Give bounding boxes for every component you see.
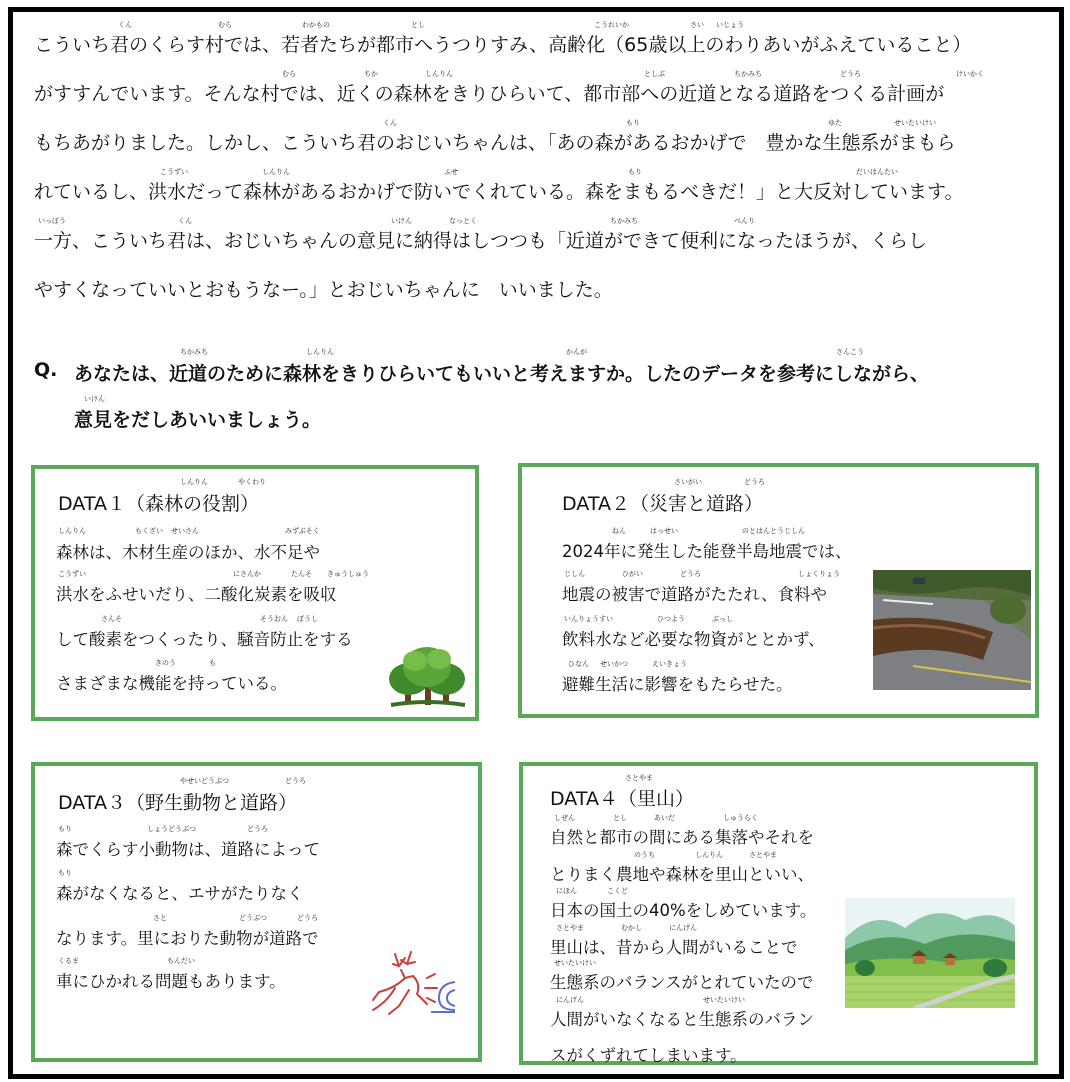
furigana: しんりん <box>306 348 334 356</box>
story-line: 一方、こういち君は、おじいちゃんの意見に納得はしつつも「近道ができて便利になったほうが、くらし <box>34 230 928 252</box>
data4-line: 人間がいなくなると生態系のバラン <box>550 1010 814 1029</box>
data4-box: DATA４（里山） 自然と都市の間にある集落やそれを とりまく農地や森林を里山といい、 日本の国土の40%をしめています。 里山は、昔から人間がいることで 生態系のバランスがとれていたので 人間がいなくなると生態系のバラン スがくずれてしまいます。 さとやま しぜん とし あいだ しゅうらく のうち しんりん さとやま にほん こくど さとやま むかし にんげん せいたいけい にんげん せいたいけい <box>519 762 1038 1065</box>
data3-line: 森がなくなると、エサがたりなく <box>56 884 304 903</box>
data3-box: DATA３（野生動物と道路） 森でくらす小動物は、道路によって 森がなくなると、エサがたりなく なります。里におりた動物が道路で 車にひかれる問題もあります。 やせいどうぶつ どうろ もり しょうどうぶつ どうろ もり さと どうぶつ どうろ くるま もんだい <box>31 762 482 1062</box>
story-line: がすすんでいます。そんな村では、近くの森林をきりひらいて、都市部への近道となる道路をつくる計画が <box>34 83 945 105</box>
data4-line: 自然と都市の間にある集落やそれを <box>550 828 814 847</box>
furigana: もり <box>626 119 640 127</box>
furigana: くん <box>178 217 192 225</box>
question-text: あなたは、近道のために森林をきりひらいてもいいと考えますか。したのデータを参考にしながら、 <box>74 363 930 385</box>
data1-line: 洪水をふせいだり、二酸化炭素を吸収 <box>56 585 337 604</box>
furigana: べんり <box>734 217 755 225</box>
story-line: やすくなっていいとおもうなー。」とおじいちゃんに いいました。 <box>34 279 613 301</box>
furigana: しんりん <box>262 168 290 176</box>
furigana: ちかみち <box>734 70 762 78</box>
furigana: いじょう <box>716 21 744 29</box>
data1-line: して酸素をつくったり、騒音防止をする <box>56 630 353 649</box>
data1-line: 森林は、木材生産のほか、水不足や <box>56 543 320 562</box>
furigana: しんりん <box>425 70 453 78</box>
data4-line: 生態系のバランスがとれていたので <box>550 973 814 992</box>
furigana: かんが <box>566 348 587 356</box>
furigana: なっとく <box>449 217 477 225</box>
data1-box: DATA１（森林の役割） 森林は、木材生産のほか、水不足や 洪水をふせいだり、二酸化炭素を吸収 して酸素をつくったり、騒音防止をする さまざまな機能を持っている。 しんりん やくわり しんりん もくざい せいさん みずぶそく こうずい にさんか たんそ きゅうしゅう さんそ そうおん ぼうし きのう も <box>31 465 479 721</box>
collapsed-road-photo <box>873 570 1031 690</box>
furigana: くん <box>118 21 132 29</box>
data3-line: 車にひかれる問題もあります。 <box>56 972 286 991</box>
furigana: こうずい <box>160 168 188 176</box>
story-line: もちあがりました。しかし、こういち君のおじいちゃんは、「あの森があるおかげで 豊かな生態系がまもら <box>34 132 956 154</box>
furigana: もり <box>628 168 642 176</box>
data1-line: さまざまな機能を持っている。 <box>56 674 287 693</box>
data2-box: DATA２（災害と道路） 2024年に発生した能登半島地震では、 地震の被害で道路がたたれ、食料や 飲料水など必要な物資がととかず、 避難生活に影響をもたらせた。 さいがい どうろ ねん はっせい のとはんとうじしん じしん ひがい どうろ しょくりょう いんりょうすい ひつよう ぶっし ひなん せいかつ えいきょう <box>518 463 1039 718</box>
data4-line: スがくずれてしまいます。 <box>550 1046 747 1065</box>
data1-title: DATA１（森林の役割） <box>58 493 259 515</box>
furigana: わかもの <box>302 21 330 29</box>
deer-car-collision-icon <box>365 948 461 1028</box>
data2-line: 2024年に発生した能登半島地震では、 <box>562 542 852 561</box>
question-label: Q. <box>34 359 58 381</box>
data4-title: DATA４（里山） <box>550 788 694 810</box>
data2-line: 地震の被害で道路がたたれ、食料や <box>562 585 827 604</box>
furigana: ちか <box>364 70 378 78</box>
story-line: れているし、洪水だって森林があるおかげで防いでくれている。森をまもるべきだ！」と大反対しています。 <box>34 181 964 203</box>
data2-line: 飲料水など必要な物資がととかず、 <box>562 630 825 649</box>
data4-line: とりまく農地や森林を里山といい、 <box>550 865 814 884</box>
furigana: むら <box>218 21 232 29</box>
furigana: とし <box>411 21 425 29</box>
furigana: こうれいか <box>594 21 629 29</box>
furigana: としぶ <box>644 70 665 78</box>
furigana: けいかく <box>956 70 984 78</box>
furigana: いけん <box>391 217 412 225</box>
data3-title: DATA３（野生動物と道路） <box>58 792 297 814</box>
data2-line: 避難生活に影響をもたらせた。 <box>562 675 793 694</box>
furigana: むら <box>282 70 296 78</box>
forest-tree-icon <box>387 639 469 709</box>
furigana: だいはんたい <box>856 168 898 176</box>
question-block <box>34 355 1034 447</box>
data4-line: 日本の国土の40%をしめています。 <box>550 901 817 920</box>
furigana: ふせ <box>444 168 458 176</box>
question-text-continued: 意見をだしあいいましょう。 <box>74 409 322 431</box>
satoyama-landscape-illustration <box>845 898 1015 1008</box>
furigana: ちかみち <box>610 217 638 225</box>
furigana: いけん <box>84 395 105 403</box>
furigana: ちかみち <box>180 348 208 356</box>
furigana: さい <box>690 21 704 29</box>
story-line: こういち君のくらす村では、若者たちが都市へうつりすみ、高齢化（65歳以上のわりあいがふえていること） <box>34 34 972 56</box>
furigana: さんこう <box>836 348 864 356</box>
furigana: せいたいけい <box>894 119 936 127</box>
data2-title: DATA２（災害と道路） <box>562 493 763 515</box>
data3-line: 森でくらす小動物は、道路によって <box>56 840 320 859</box>
data4-line: 里山は、昔から人間がいることで <box>550 938 798 957</box>
furigana: どうろ <box>840 70 861 78</box>
furigana: くん <box>383 119 397 127</box>
furigana: ゆた <box>828 119 842 127</box>
furigana: いっぽう <box>38 217 66 225</box>
data3-line: なります。里におりた動物が道路で <box>56 929 319 948</box>
